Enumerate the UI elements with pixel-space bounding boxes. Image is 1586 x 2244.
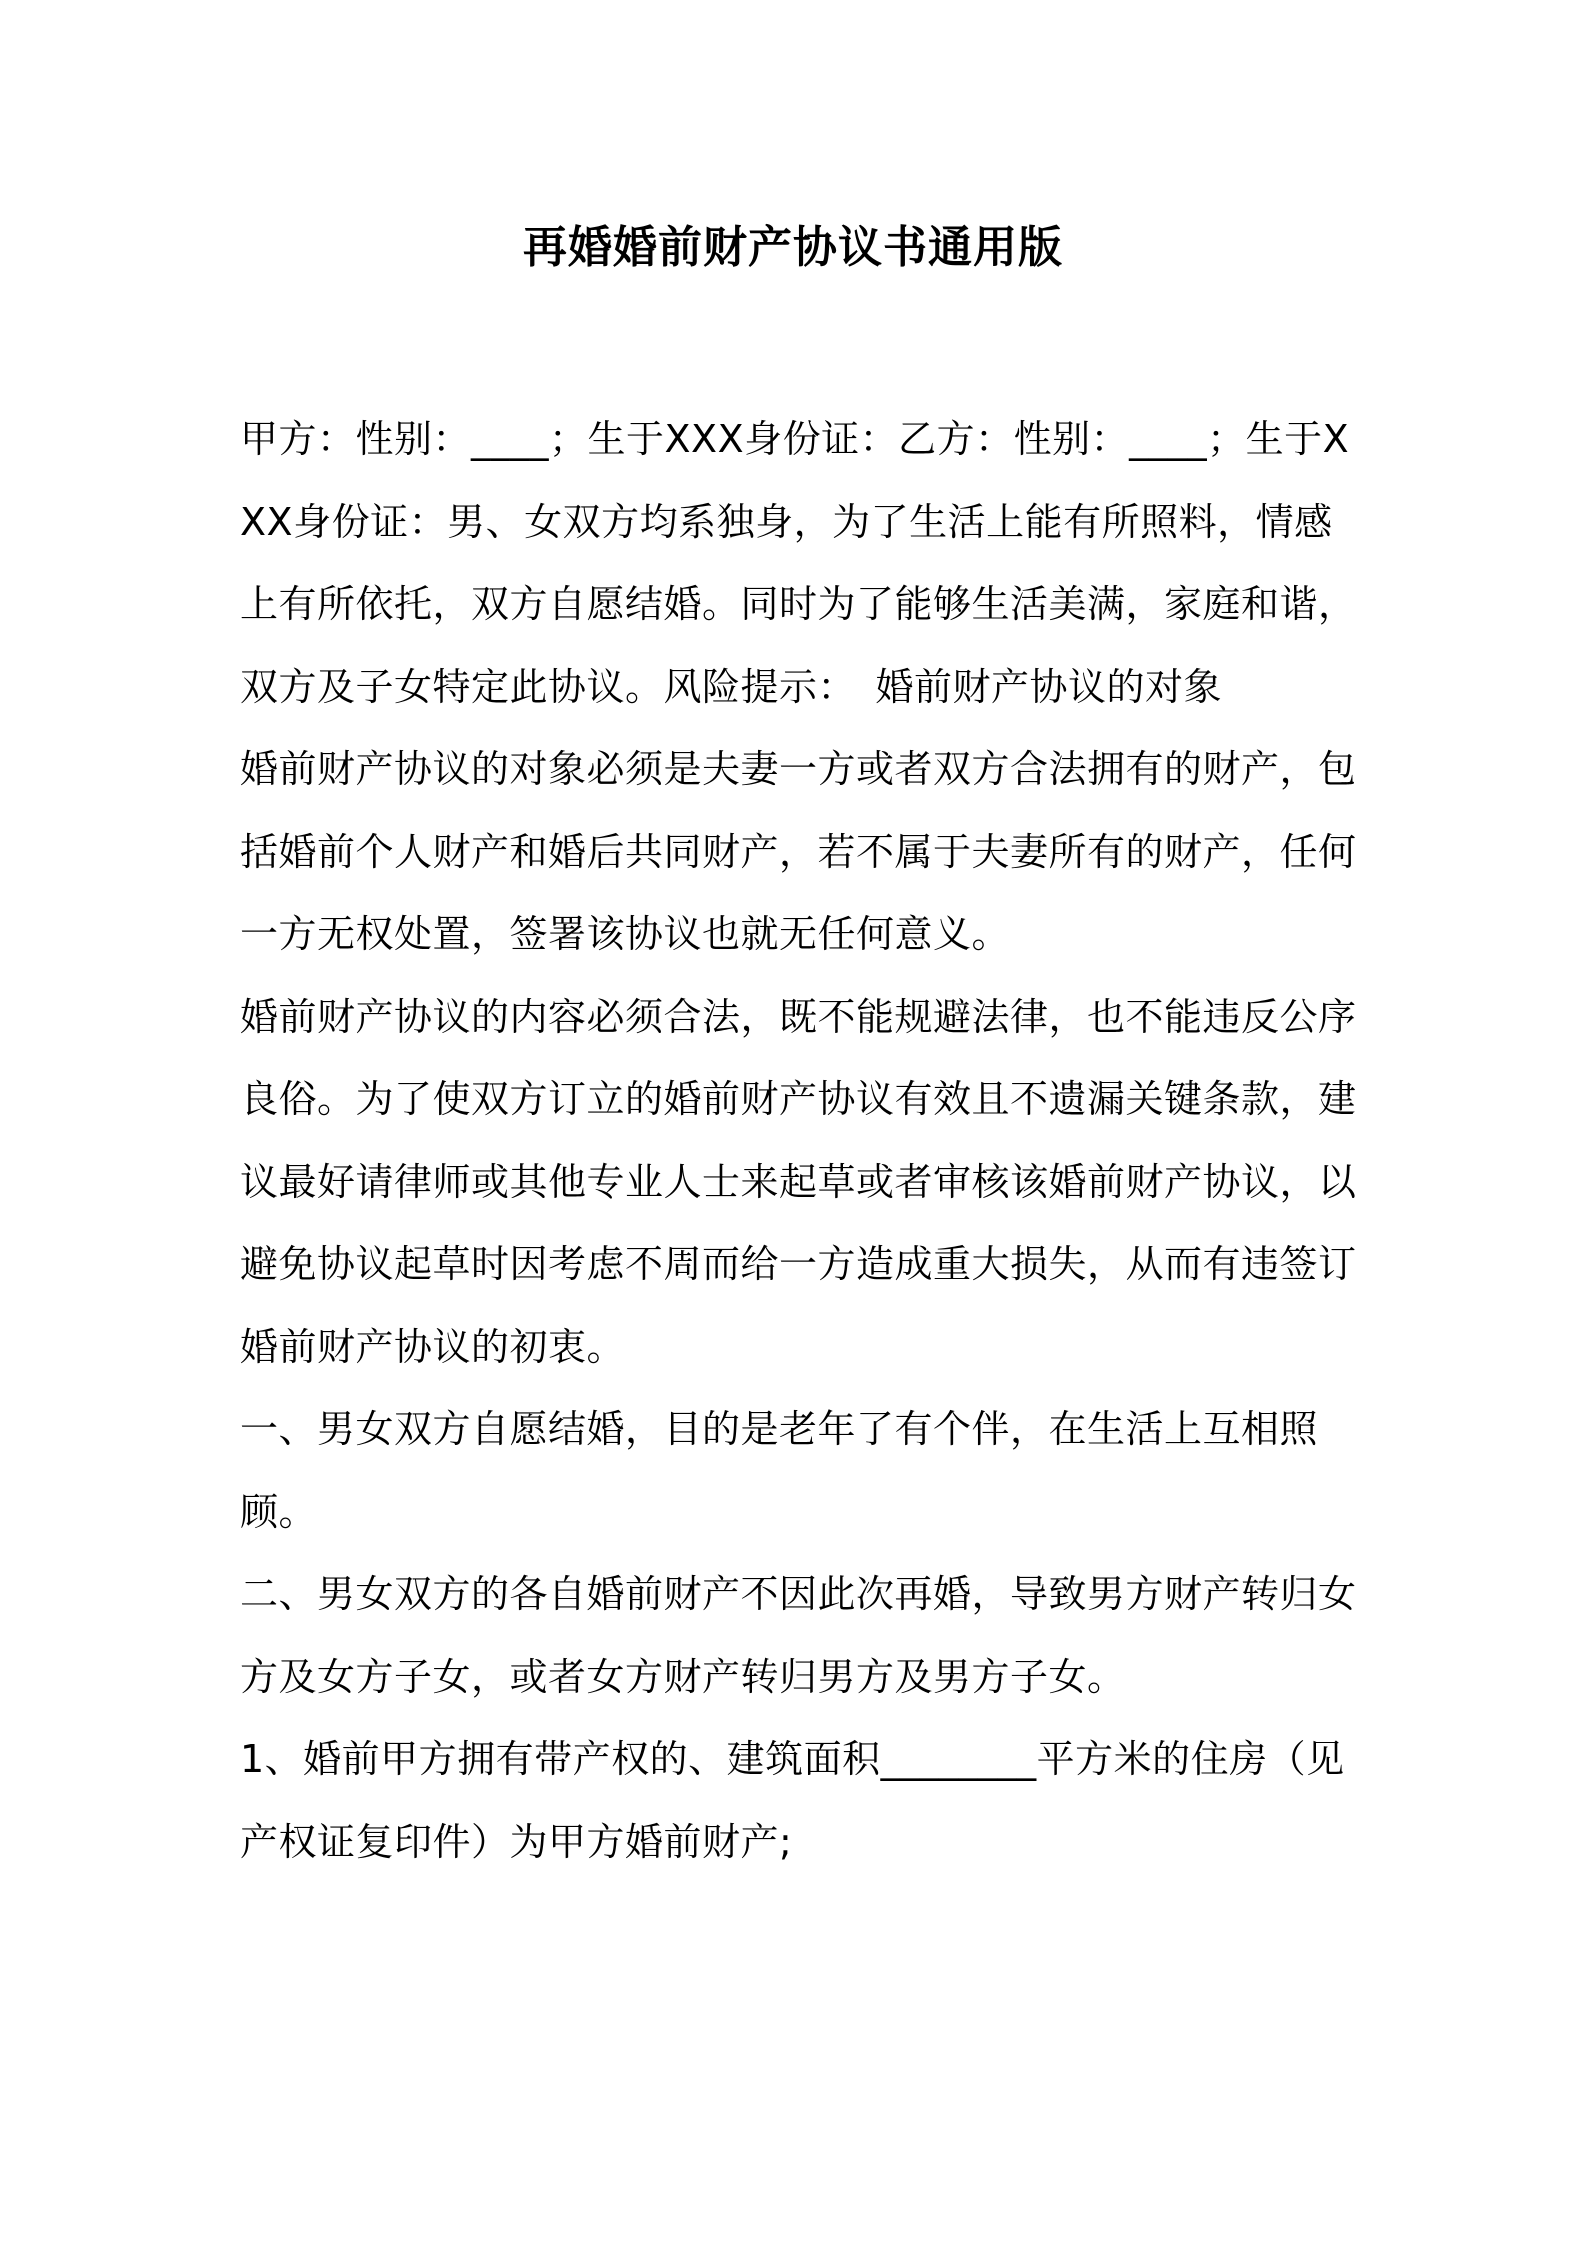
paragraph-agreement-content: 婚前财产协议的内容必须合法，既不能规避法律，也不能违反公序良俗。为了使双方订立的婚前财产协议有效且不遗漏关键条款，建议最好请律师或其他专业人士来起草或者审核该婚前财产协议，以避免协议起草时因考虑不周而给一方造成重大损失，从而有违签订婚前财产协议的初衷。	[240, 994, 1357, 1369]
paragraph-clause-two: 二、男女双方的各自婚前财产不因此次再婚，导致男方财产转归女方及女方子女，或者女方财产转归男方及男方子女。	[240, 1572, 1357, 1699]
document-body	[240, 398, 1360, 1883]
document-title: 再婚婚前财产协议书通用版	[523, 222, 1063, 273]
paragraph-agreement-object: 婚前财产协议的对象必须是夫妻一方或者双方合法拥有的财产，包括婚前个人财产和婚后共同财产，若不属于夫妻所有的财产，任何一方无权处置，签署该协议也就无任何意义。	[240, 747, 1357, 956]
paragraph-clause-one: 一、男女双方自愿结婚，目的是老年了有个伴，在生活上互相照顾。	[240, 1407, 1319, 1534]
paragraph-clause-two-item-one: 1、婚前甲方拥有带产权的、建筑面积________平方米的住房（见产权证复印件）为甲方婚前财产;	[240, 1737, 1345, 1864]
paragraph-parties: 甲方：性别：____；生于XXX身份证：乙方：性别：____；生于XXX身份证：男、女双方均系独身，为了生活上能有所照料，情感上有所依托，双方自愿结婚。同时为了能够生活美满，家庭和谐，双方及子女特定此协议。风险提示： 婚前财产协议的对象	[240, 417, 1357, 709]
